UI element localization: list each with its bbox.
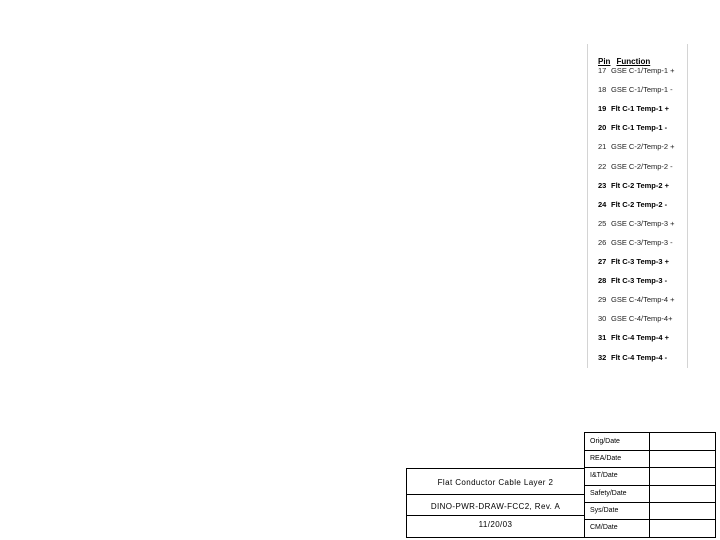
pin-row (598, 142, 675, 151)
pin-row (598, 295, 675, 304)
drawing-title: Flat Conductor Cable Layer 2 (437, 478, 554, 487)
pin-function: GSE C-4/Temp-4 + (611, 295, 675, 305)
pin-number: 31 (598, 333, 607, 343)
pin-function: Flt C-3 Temp-3 - (611, 276, 668, 286)
pin-number: 23 (598, 180, 607, 190)
sign-off-label: I&T/Date (590, 472, 618, 480)
pin-number: 32 (598, 352, 607, 362)
pin-function: Flt C-4 Temp-4 + (611, 333, 669, 343)
pin-function: GSE C-1/Temp-1 + (611, 66, 675, 75)
pin-number: 28 (598, 276, 607, 286)
pin-number: 21 (598, 142, 607, 152)
pin-row (598, 257, 669, 266)
pin-number: 24 (598, 199, 607, 209)
pin-row (598, 353, 667, 362)
pin-function-table (587, 44, 688, 368)
pin-function: Flt C-4 Temp-4 - (611, 352, 668, 362)
pin-row (598, 66, 675, 75)
number-divider (407, 515, 584, 516)
pin-number: 26 (598, 237, 607, 247)
pin-function: GSE C-3/Temp-3 - (611, 237, 673, 247)
pin-number: 19 (598, 104, 607, 114)
sign-off-row (585, 502, 715, 519)
pin-function: GSE C-2/Temp-2 + (611, 142, 675, 152)
pin-function: Flt C-2 Temp-2 - (611, 199, 668, 209)
sign-off-row (585, 467, 715, 484)
pin-row (598, 181, 669, 190)
pin-row (598, 104, 669, 113)
sign-off-label: CM/Date (590, 524, 618, 531)
pin-row (598, 238, 673, 247)
sign-off-divider (585, 467, 715, 468)
pin-row (598, 314, 672, 323)
pin-row (598, 85, 673, 94)
sign-off-label: Safety/Date (590, 489, 627, 497)
pin-number: 22 (598, 161, 607, 171)
sign-off-label: Sys/Date (590, 506, 619, 514)
pin-row (598, 200, 667, 209)
pin-function: Flt C-3 Temp-3 + (611, 257, 669, 266)
pin-number: 25 (598, 218, 607, 228)
pin-row (598, 162, 673, 171)
pin-function: Flt C-1 Temp-1 + (611, 104, 669, 114)
drawing-date: 11/20/03 (478, 520, 513, 529)
pin-number: 30 (598, 314, 607, 324)
pin-row (598, 219, 675, 228)
pin-function: GSE C-1/Temp-1 - (611, 85, 673, 95)
pin-function: GSE C-3/Temp-3 + (611, 218, 675, 228)
pin-number: 27 (598, 257, 607, 266)
pin-number: 29 (598, 295, 607, 305)
pin-number: 17 (598, 66, 607, 75)
title-divider (407, 494, 584, 495)
sign-off-row (585, 485, 715, 502)
pin-row (598, 276, 667, 285)
pin-column-header: Pin (598, 57, 611, 66)
pin-row (598, 333, 669, 342)
pin-function: GSE C-2/Temp-2 - (611, 161, 673, 171)
pin-function: Flt C-1 Temp-1 - (611, 123, 668, 133)
pin-function: GSE C-4/Temp-4+ (611, 314, 673, 324)
pin-number: 18 (598, 85, 607, 95)
sign-off-row (585, 450, 715, 467)
sign-off-grid (584, 432, 716, 538)
sign-off-divider (585, 519, 715, 520)
pin-row (598, 123, 667, 132)
title-block (406, 468, 585, 538)
drawing-number: DINO-PWR-DRAW-FCC2, Rev. A (430, 502, 561, 511)
sign-off-divider (585, 502, 715, 503)
sign-off-divider (585, 450, 715, 451)
function-column-header: Function (616, 57, 651, 66)
pin-number: 20 (598, 123, 607, 133)
sign-off-label: Orig/Date (590, 438, 620, 445)
sign-off-label: REA/Date (590, 455, 622, 463)
sign-off-divider (585, 485, 715, 486)
pin-function: Flt C-2 Temp-2 + (611, 180, 669, 190)
pin-table-header (598, 57, 650, 66)
sign-off-row (585, 433, 715, 450)
sign-off-row (585, 519, 715, 536)
